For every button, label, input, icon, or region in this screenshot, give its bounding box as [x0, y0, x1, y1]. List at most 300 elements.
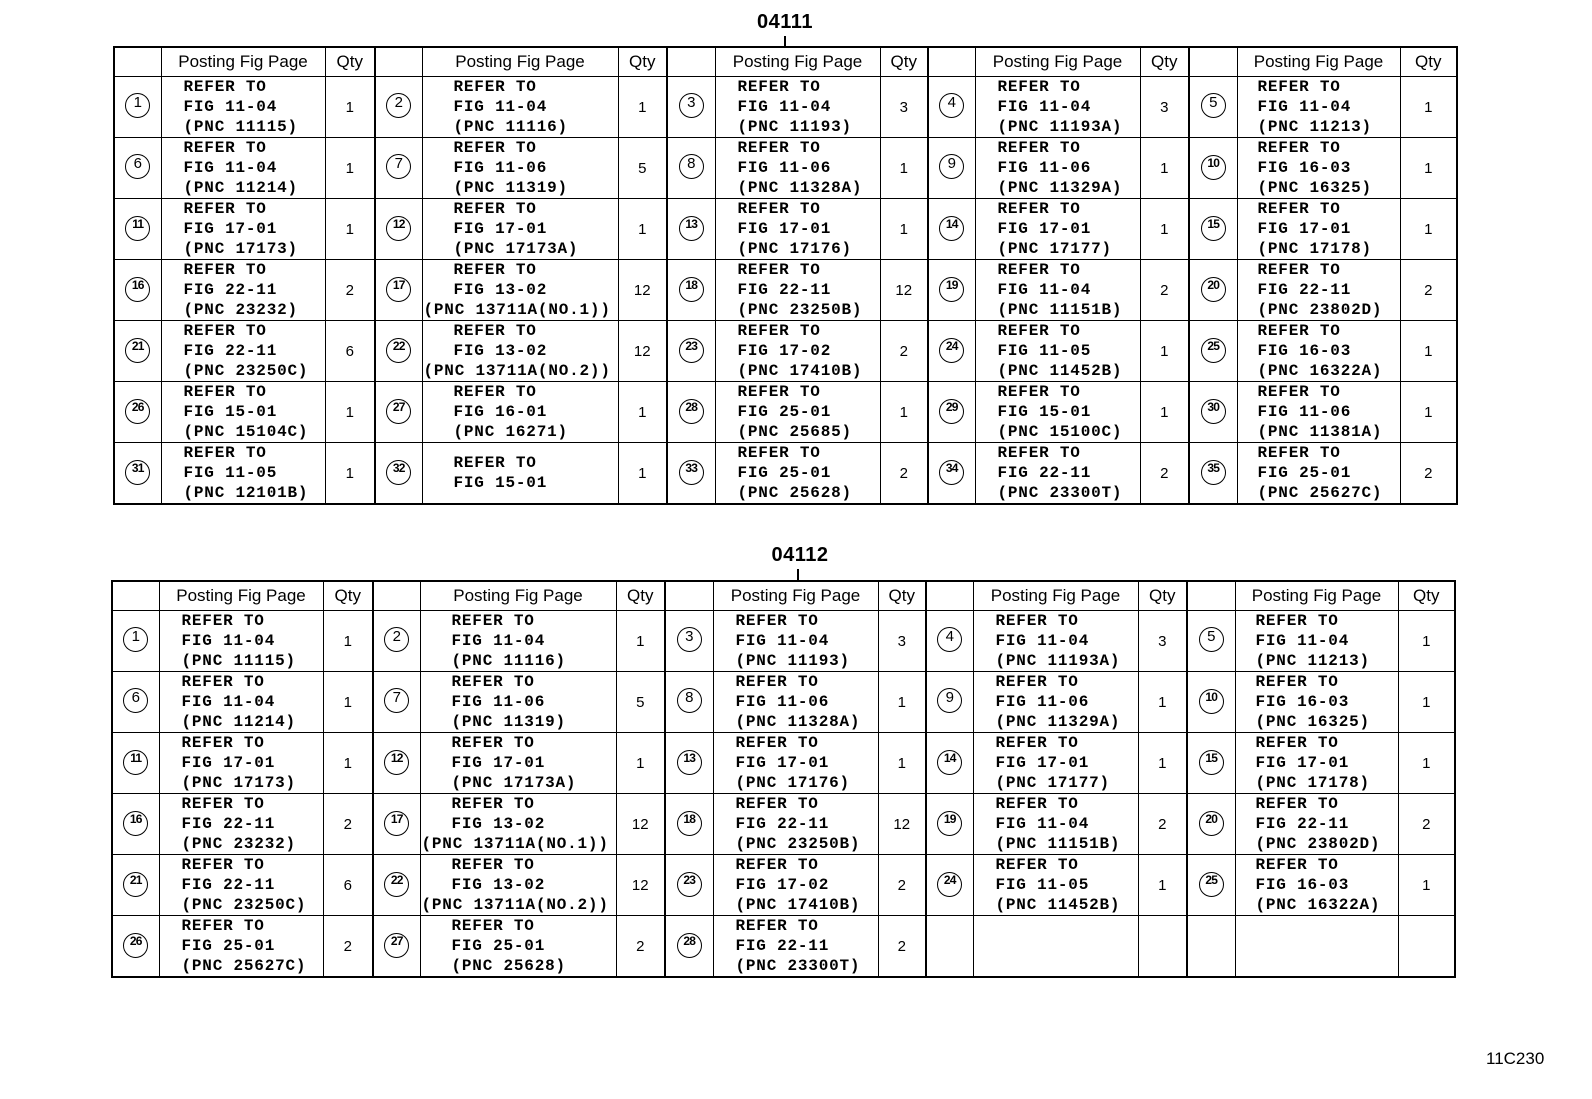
qty-value: 12 — [618, 260, 667, 321]
qty-value: 1 — [325, 199, 375, 260]
callout-cell — [928, 382, 975, 443]
callout-cell — [667, 77, 715, 138]
callout-cell — [114, 321, 161, 382]
callout-number: 2 — [386, 93, 411, 118]
qty-value: 1 — [1140, 382, 1189, 443]
posting-fig-page-cell — [159, 794, 323, 855]
posting-fig-page-cell — [975, 382, 1140, 443]
qty-value: 1 — [618, 443, 667, 505]
callout-cell — [665, 794, 713, 855]
pnc-reference: (PNC 11116) — [451, 652, 566, 670]
callout-cell — [373, 672, 420, 733]
qty-value: 1 — [880, 382, 928, 443]
fig-reference: FIG 17-01 — [997, 220, 1092, 238]
fig-reference: FIG 11-04 — [451, 632, 546, 650]
refer-to-text: REFER TO — [183, 139, 267, 157]
header-row — [112, 581, 1455, 611]
qty-value: 5 — [616, 672, 665, 733]
pnc-reference: (PNC 17178) — [1255, 774, 1370, 792]
posting-fig-page-cell — [973, 611, 1138, 672]
pnc-reference: (PNC 17178) — [1257, 240, 1372, 258]
table-row — [114, 77, 1457, 138]
empty-cell — [973, 916, 1138, 978]
pnc-reference: (PNC 17410B) — [737, 362, 863, 380]
posting-fig-page-cell — [713, 672, 878, 733]
refer-to-text: REFER TO — [737, 261, 821, 279]
qty-value: 2 — [1138, 794, 1187, 855]
qty-value: 1 — [325, 382, 375, 443]
fig-reference: FIG 11-04 — [183, 98, 278, 116]
qty-value: 1 — [1398, 855, 1455, 916]
callout-number: 6 — [125, 154, 150, 179]
header-qty: Qty — [1138, 581, 1187, 611]
empty-cell — [1187, 916, 1235, 978]
callout-number: 5 — [1199, 627, 1224, 652]
header-qty: Qty — [1400, 47, 1457, 77]
pnc-reference: (PNC 11319) — [453, 179, 568, 197]
callout-number: 29 — [939, 399, 964, 424]
fig-reference: FIG 11-04 — [997, 281, 1092, 299]
posting-fig-page-cell — [161, 260, 325, 321]
callout-cell — [928, 138, 975, 199]
posting-fig-page-cell — [420, 916, 616, 978]
qty-value: 3 — [1138, 611, 1187, 672]
header-posting-fig-page: Posting Fig Page — [422, 47, 618, 77]
refer-to-text: REFER TO — [183, 322, 267, 340]
callout-cell — [1189, 260, 1237, 321]
refer-to-text: REFER TO — [995, 673, 1079, 691]
callout-number: 8 — [679, 154, 704, 179]
posting-fig-page-cell — [975, 260, 1140, 321]
callout-number: 27 — [384, 933, 409, 958]
pnc-reference: (PNC 25628) — [451, 957, 566, 975]
qty-value: 1 — [323, 611, 373, 672]
posting-fig-page-cell — [975, 199, 1140, 260]
callout-number: 1 — [123, 627, 148, 652]
callout-cell — [114, 382, 161, 443]
pnc-reference: (PNC 13711A(NO.2)) — [423, 362, 611, 380]
callout-cell — [928, 199, 975, 260]
pnc-reference: (PNC 11151B) — [995, 835, 1121, 853]
pnc-reference: (PNC 11381A) — [1257, 423, 1383, 441]
refer-to-text: REFER TO — [737, 78, 821, 96]
fig-reference: FIG 13-02 — [453, 281, 548, 299]
posting-fig-page-cell — [159, 733, 323, 794]
callout-cell — [1187, 672, 1235, 733]
posting-fig-page-cell — [715, 382, 880, 443]
callout-number: 4 — [939, 93, 964, 118]
qty-value: 2 — [1140, 260, 1189, 321]
callout-cell — [665, 611, 713, 672]
posting-fig-page-cell — [1237, 199, 1400, 260]
callout-cell — [114, 443, 161, 505]
fig-reference: FIG 11-04 — [737, 98, 832, 116]
pnc-reference: (PNC 11116) — [453, 118, 568, 136]
header-blank-cell — [667, 47, 715, 77]
header-blank-cell — [114, 47, 161, 77]
posting-fig-page-cell — [1237, 77, 1400, 138]
posting-fig-page-cell — [420, 672, 616, 733]
fig-reference: FIG 17-01 — [453, 220, 548, 238]
refer-to-text: REFER TO — [181, 795, 265, 813]
pnc-reference: (PNC 17177) — [995, 774, 1110, 792]
callout-cell — [375, 321, 422, 382]
refer-to-text: REFER TO — [1255, 795, 1339, 813]
fig-reference: FIG 22-11 — [1255, 815, 1350, 833]
pnc-reference: (PNC 17173A) — [451, 774, 577, 792]
header-blank-cell — [926, 581, 973, 611]
callout-cell — [665, 672, 713, 733]
posting-fig-page-cell — [715, 138, 880, 199]
posting-fig-page-cell — [1237, 138, 1400, 199]
posting-fig-page-cell — [973, 672, 1138, 733]
callout-number: 28 — [677, 933, 702, 958]
callout-number: 9 — [937, 688, 962, 713]
fig-reference: FIG 13-02 — [451, 815, 546, 833]
pnc-reference: (PNC 16325) — [1255, 713, 1370, 731]
refer-to-text: REFER TO — [997, 261, 1081, 279]
pnc-reference: (PNC 17176) — [737, 240, 852, 258]
qty-value: 6 — [323, 855, 373, 916]
callout-number: 25 — [1201, 338, 1226, 363]
pnc-reference: (PNC 17176) — [735, 774, 850, 792]
posting-fig-page-cell — [973, 794, 1138, 855]
pnc-reference: (PNC 13711A(NO.1)) — [423, 301, 611, 319]
callout-number: 24 — [939, 338, 964, 363]
qty-value: 12 — [878, 794, 926, 855]
callout-number: 21 — [125, 338, 150, 363]
callout-cell — [112, 855, 159, 916]
fig-reference: FIG 22-11 — [1257, 281, 1352, 299]
callout-cell — [375, 77, 422, 138]
posting-fig-page-cell — [975, 138, 1140, 199]
qty-value: 3 — [880, 77, 928, 138]
fig-reference: FIG 11-04 — [453, 98, 548, 116]
header-qty: Qty — [323, 581, 373, 611]
table-row — [112, 672, 1455, 733]
callout-cell — [373, 794, 420, 855]
fig-reference: FIG 22-11 — [735, 937, 830, 955]
fig-reference: FIG 17-02 — [735, 876, 830, 894]
pnc-reference: (PNC 11193) — [735, 652, 850, 670]
reference-table-04111 — [113, 46, 1458, 505]
header-posting-fig-page: Posting Fig Page — [973, 581, 1138, 611]
posting-fig-page-cell — [713, 611, 878, 672]
header-row — [114, 47, 1457, 77]
callout-number: 32 — [386, 460, 411, 485]
refer-to-text: REFER TO — [995, 734, 1079, 752]
callout-cell — [1187, 611, 1235, 672]
pnc-reference: (PNC 13711A(NO.2)) — [421, 896, 609, 914]
refer-to-text: REFER TO — [181, 917, 265, 935]
qty-value: 2 — [878, 855, 926, 916]
refer-to-text: REFER TO — [1257, 200, 1341, 218]
refer-to-text: REFER TO — [737, 383, 821, 401]
table-row — [112, 611, 1455, 672]
refer-to-text: REFER TO — [451, 734, 535, 752]
header-posting-fig-page: Posting Fig Page — [1235, 581, 1398, 611]
pnc-reference: (PNC 11329A) — [997, 179, 1123, 197]
posting-fig-page-cell — [420, 855, 616, 916]
pnc-reference: (PNC 17410B) — [735, 896, 861, 914]
fig-reference: FIG 15-01 — [453, 474, 548, 492]
empty-cell — [1138, 916, 1187, 978]
posting-fig-page-cell — [715, 321, 880, 382]
refer-to-text: REFER TO — [453, 322, 537, 340]
fig-reference: FIG 17-01 — [183, 220, 278, 238]
callout-number: 4 — [937, 627, 962, 652]
qty-value: 2 — [880, 321, 928, 382]
fig-reference: FIG 25-01 — [737, 403, 832, 421]
posting-fig-page-cell — [715, 77, 880, 138]
fig-reference: FIG 11-05 — [997, 342, 1092, 360]
fig-reference: FIG 11-06 — [1257, 403, 1352, 421]
qty-value: 1 — [1400, 138, 1457, 199]
posting-fig-page-cell — [1235, 733, 1398, 794]
qty-value: 1 — [325, 443, 375, 505]
refer-to-text: REFER TO — [451, 917, 535, 935]
callout-number: 20 — [1199, 811, 1224, 836]
fig-reference: FIG 22-11 — [997, 464, 1092, 482]
qty-value: 2 — [878, 916, 926, 978]
qty-value: 12 — [880, 260, 928, 321]
refer-to-text: REFER TO — [735, 734, 819, 752]
callout-number: 23 — [677, 872, 702, 897]
fig-reference: FIG 22-11 — [737, 281, 832, 299]
fig-reference: FIG 11-06 — [453, 159, 548, 177]
table-row — [114, 138, 1457, 199]
posting-fig-page-cell — [715, 260, 880, 321]
qty-value: 12 — [618, 321, 667, 382]
posting-fig-page-cell — [422, 321, 618, 382]
refer-to-text: REFER TO — [453, 78, 537, 96]
callout-number: 11 — [125, 216, 150, 241]
callout-number: 13 — [679, 216, 704, 241]
callout-cell — [1187, 794, 1235, 855]
pnc-reference: (PNC 17173) — [181, 774, 296, 792]
header-blank-cell — [928, 47, 975, 77]
qty-value: 1 — [1398, 611, 1455, 672]
pnc-reference: (PNC 11452B) — [997, 362, 1123, 380]
posting-fig-page-cell — [713, 855, 878, 916]
callout-number: 8 — [677, 688, 702, 713]
table-row — [112, 733, 1455, 794]
callout-number: 2 — [384, 627, 409, 652]
qty-value: 6 — [325, 321, 375, 382]
callout-cell — [928, 443, 975, 505]
refer-to-text: REFER TO — [735, 856, 819, 874]
callout-number: 34 — [939, 460, 964, 485]
refer-to-text: REFER TO — [735, 612, 819, 630]
pnc-reference: (PNC 23250B) — [735, 835, 861, 853]
posting-fig-page-cell — [973, 733, 1138, 794]
callout-cell — [112, 611, 159, 672]
pnc-reference: (PNC 16271) — [453, 423, 568, 441]
pnc-reference: (PNC 11193) — [737, 118, 852, 136]
header-blank-cell — [373, 581, 420, 611]
qty-value: 2 — [1400, 260, 1457, 321]
pnc-reference: (PNC 11115) — [183, 118, 298, 136]
callout-number: 21 — [123, 872, 148, 897]
callout-cell — [928, 77, 975, 138]
fig-reference: FIG 16-03 — [1257, 159, 1352, 177]
table-row — [114, 321, 1457, 382]
callout-number: 33 — [679, 460, 704, 485]
posting-fig-page-cell — [422, 77, 618, 138]
pnc-reference: (PNC 12101B) — [183, 484, 309, 502]
qty-value: 1 — [878, 733, 926, 794]
pnc-reference: (PNC 11213) — [1255, 652, 1370, 670]
fig-reference: FIG 11-06 — [737, 159, 832, 177]
callout-cell — [375, 260, 422, 321]
fig-reference: FIG 16-03 — [1255, 693, 1350, 711]
callout-number: 15 — [1201, 216, 1226, 241]
refer-to-text: REFER TO — [735, 795, 819, 813]
fig-reference: FIG 25-01 — [737, 464, 832, 482]
callout-number: 17 — [384, 811, 409, 836]
pnc-reference: (PNC 11193A) — [995, 652, 1121, 670]
fig-reference: FIG 13-02 — [453, 342, 548, 360]
qty-value: 1 — [1398, 672, 1455, 733]
qty-value: 1 — [1138, 733, 1187, 794]
pnc-reference: (PNC 13711A(NO.1)) — [421, 835, 609, 853]
refer-to-text: REFER TO — [183, 444, 267, 462]
qty-value: 1 — [323, 672, 373, 733]
callout-number: 12 — [386, 216, 411, 241]
qty-value: 2 — [1400, 443, 1457, 505]
refer-to-text: REFER TO — [997, 139, 1081, 157]
illustration-code: 11C230 — [1486, 1049, 1545, 1068]
label-leader-line — [797, 569, 799, 580]
header-blank-cell — [1187, 581, 1235, 611]
qty-value: 1 — [616, 611, 665, 672]
fig-reference: FIG 17-01 — [735, 754, 830, 772]
callout-cell — [375, 138, 422, 199]
callout-number: 16 — [125, 277, 150, 302]
table-row — [114, 260, 1457, 321]
callout-cell — [114, 260, 161, 321]
callout-number: 12 — [384, 750, 409, 775]
qty-value: 12 — [616, 794, 665, 855]
refer-to-text: REFER TO — [1257, 383, 1341, 401]
pnc-reference: (PNC 15104C) — [183, 423, 309, 441]
posting-fig-page-cell — [713, 916, 878, 978]
callout-cell — [1189, 443, 1237, 505]
refer-to-text: REFER TO — [453, 454, 537, 472]
fig-reference: FIG 11-04 — [995, 632, 1090, 650]
refer-to-text: REFER TO — [997, 444, 1081, 462]
callout-cell — [926, 855, 973, 916]
callout-cell — [375, 443, 422, 505]
refer-to-text: REFER TO — [453, 261, 537, 279]
refer-to-text: REFER TO — [735, 917, 819, 935]
table-row — [112, 794, 1455, 855]
pnc-reference: (PNC 11452B) — [995, 896, 1121, 914]
qty-value: 1 — [323, 733, 373, 794]
callout-cell — [1187, 855, 1235, 916]
callout-cell — [1189, 199, 1237, 260]
callout-number: 18 — [679, 277, 704, 302]
callout-number: 10 — [1199, 689, 1224, 714]
fig-reference: FIG 15-01 — [183, 403, 278, 421]
qty-value: 1 — [1400, 321, 1457, 382]
posting-fig-page-cell — [161, 321, 325, 382]
posting-fig-page-cell — [161, 77, 325, 138]
callout-number: 13 — [677, 750, 702, 775]
header-posting-fig-page: Posting Fig Page — [161, 47, 325, 77]
callout-number: 27 — [386, 399, 411, 424]
qty-value: 1 — [1140, 138, 1189, 199]
pnc-reference: (PNC 25685) — [737, 423, 852, 441]
header-qty: Qty — [325, 47, 375, 77]
refer-to-text: REFER TO — [183, 383, 267, 401]
refer-to-text: REFER TO — [181, 856, 265, 874]
fig-reference: FIG 16-03 — [1255, 876, 1350, 894]
fig-reference: FIG 22-11 — [181, 876, 276, 894]
callout-number: 17 — [386, 277, 411, 302]
pnc-reference: (PNC 11328A) — [737, 179, 863, 197]
fig-reference: FIG 11-06 — [995, 693, 1090, 711]
fig-reference: FIG 11-04 — [1257, 98, 1352, 116]
qty-value: 1 — [878, 672, 926, 733]
callout-number: 19 — [939, 277, 964, 302]
callout-number: 14 — [937, 750, 962, 775]
header-posting-fig-page: Posting Fig Page — [715, 47, 880, 77]
callout-cell — [667, 199, 715, 260]
refer-to-text: REFER TO — [1255, 612, 1339, 630]
qty-value: 1 — [1400, 77, 1457, 138]
callout-cell — [667, 382, 715, 443]
callout-cell — [114, 77, 161, 138]
callout-cell — [112, 733, 159, 794]
callout-cell — [114, 138, 161, 199]
pnc-reference: (PNC 17173) — [183, 240, 298, 258]
pnc-reference: (PNC 11193A) — [997, 118, 1123, 136]
fig-reference: FIG 11-04 — [735, 632, 830, 650]
fig-reference: FIG 17-01 — [451, 754, 546, 772]
table-row — [114, 382, 1457, 443]
pnc-reference: (PNC 25627C) — [181, 957, 307, 975]
refer-to-text: REFER TO — [737, 200, 821, 218]
refer-to-text: REFER TO — [997, 383, 1081, 401]
header-qty: Qty — [618, 47, 667, 77]
callout-cell — [373, 733, 420, 794]
header-posting-fig-page: Posting Fig Page — [713, 581, 878, 611]
qty-value: 1 — [1400, 382, 1457, 443]
posting-fig-page-cell — [420, 733, 616, 794]
callout-cell — [112, 794, 159, 855]
header-qty: Qty — [1140, 47, 1189, 77]
fig-reference: FIG 11-04 — [995, 815, 1090, 833]
header-blank-cell — [112, 581, 159, 611]
block-label-04111: 04111 — [757, 11, 813, 33]
pnc-reference: (PNC 23250B) — [737, 301, 863, 319]
posting-fig-page-cell — [422, 443, 618, 505]
fig-reference: FIG 17-01 — [1257, 220, 1352, 238]
qty-value: 1 — [880, 138, 928, 199]
refer-to-text: REFER TO — [1255, 673, 1339, 691]
fig-reference: FIG 11-04 — [1255, 632, 1350, 650]
refer-to-text: REFER TO — [1257, 139, 1341, 157]
callout-cell — [373, 916, 420, 978]
posting-fig-page-cell — [975, 77, 1140, 138]
qty-value: 1 — [880, 199, 928, 260]
callout-cell — [667, 260, 715, 321]
callout-cell — [665, 733, 713, 794]
header-posting-fig-page: Posting Fig Page — [975, 47, 1140, 77]
qty-value: 1 — [1138, 855, 1187, 916]
callout-number: 18 — [677, 811, 702, 836]
